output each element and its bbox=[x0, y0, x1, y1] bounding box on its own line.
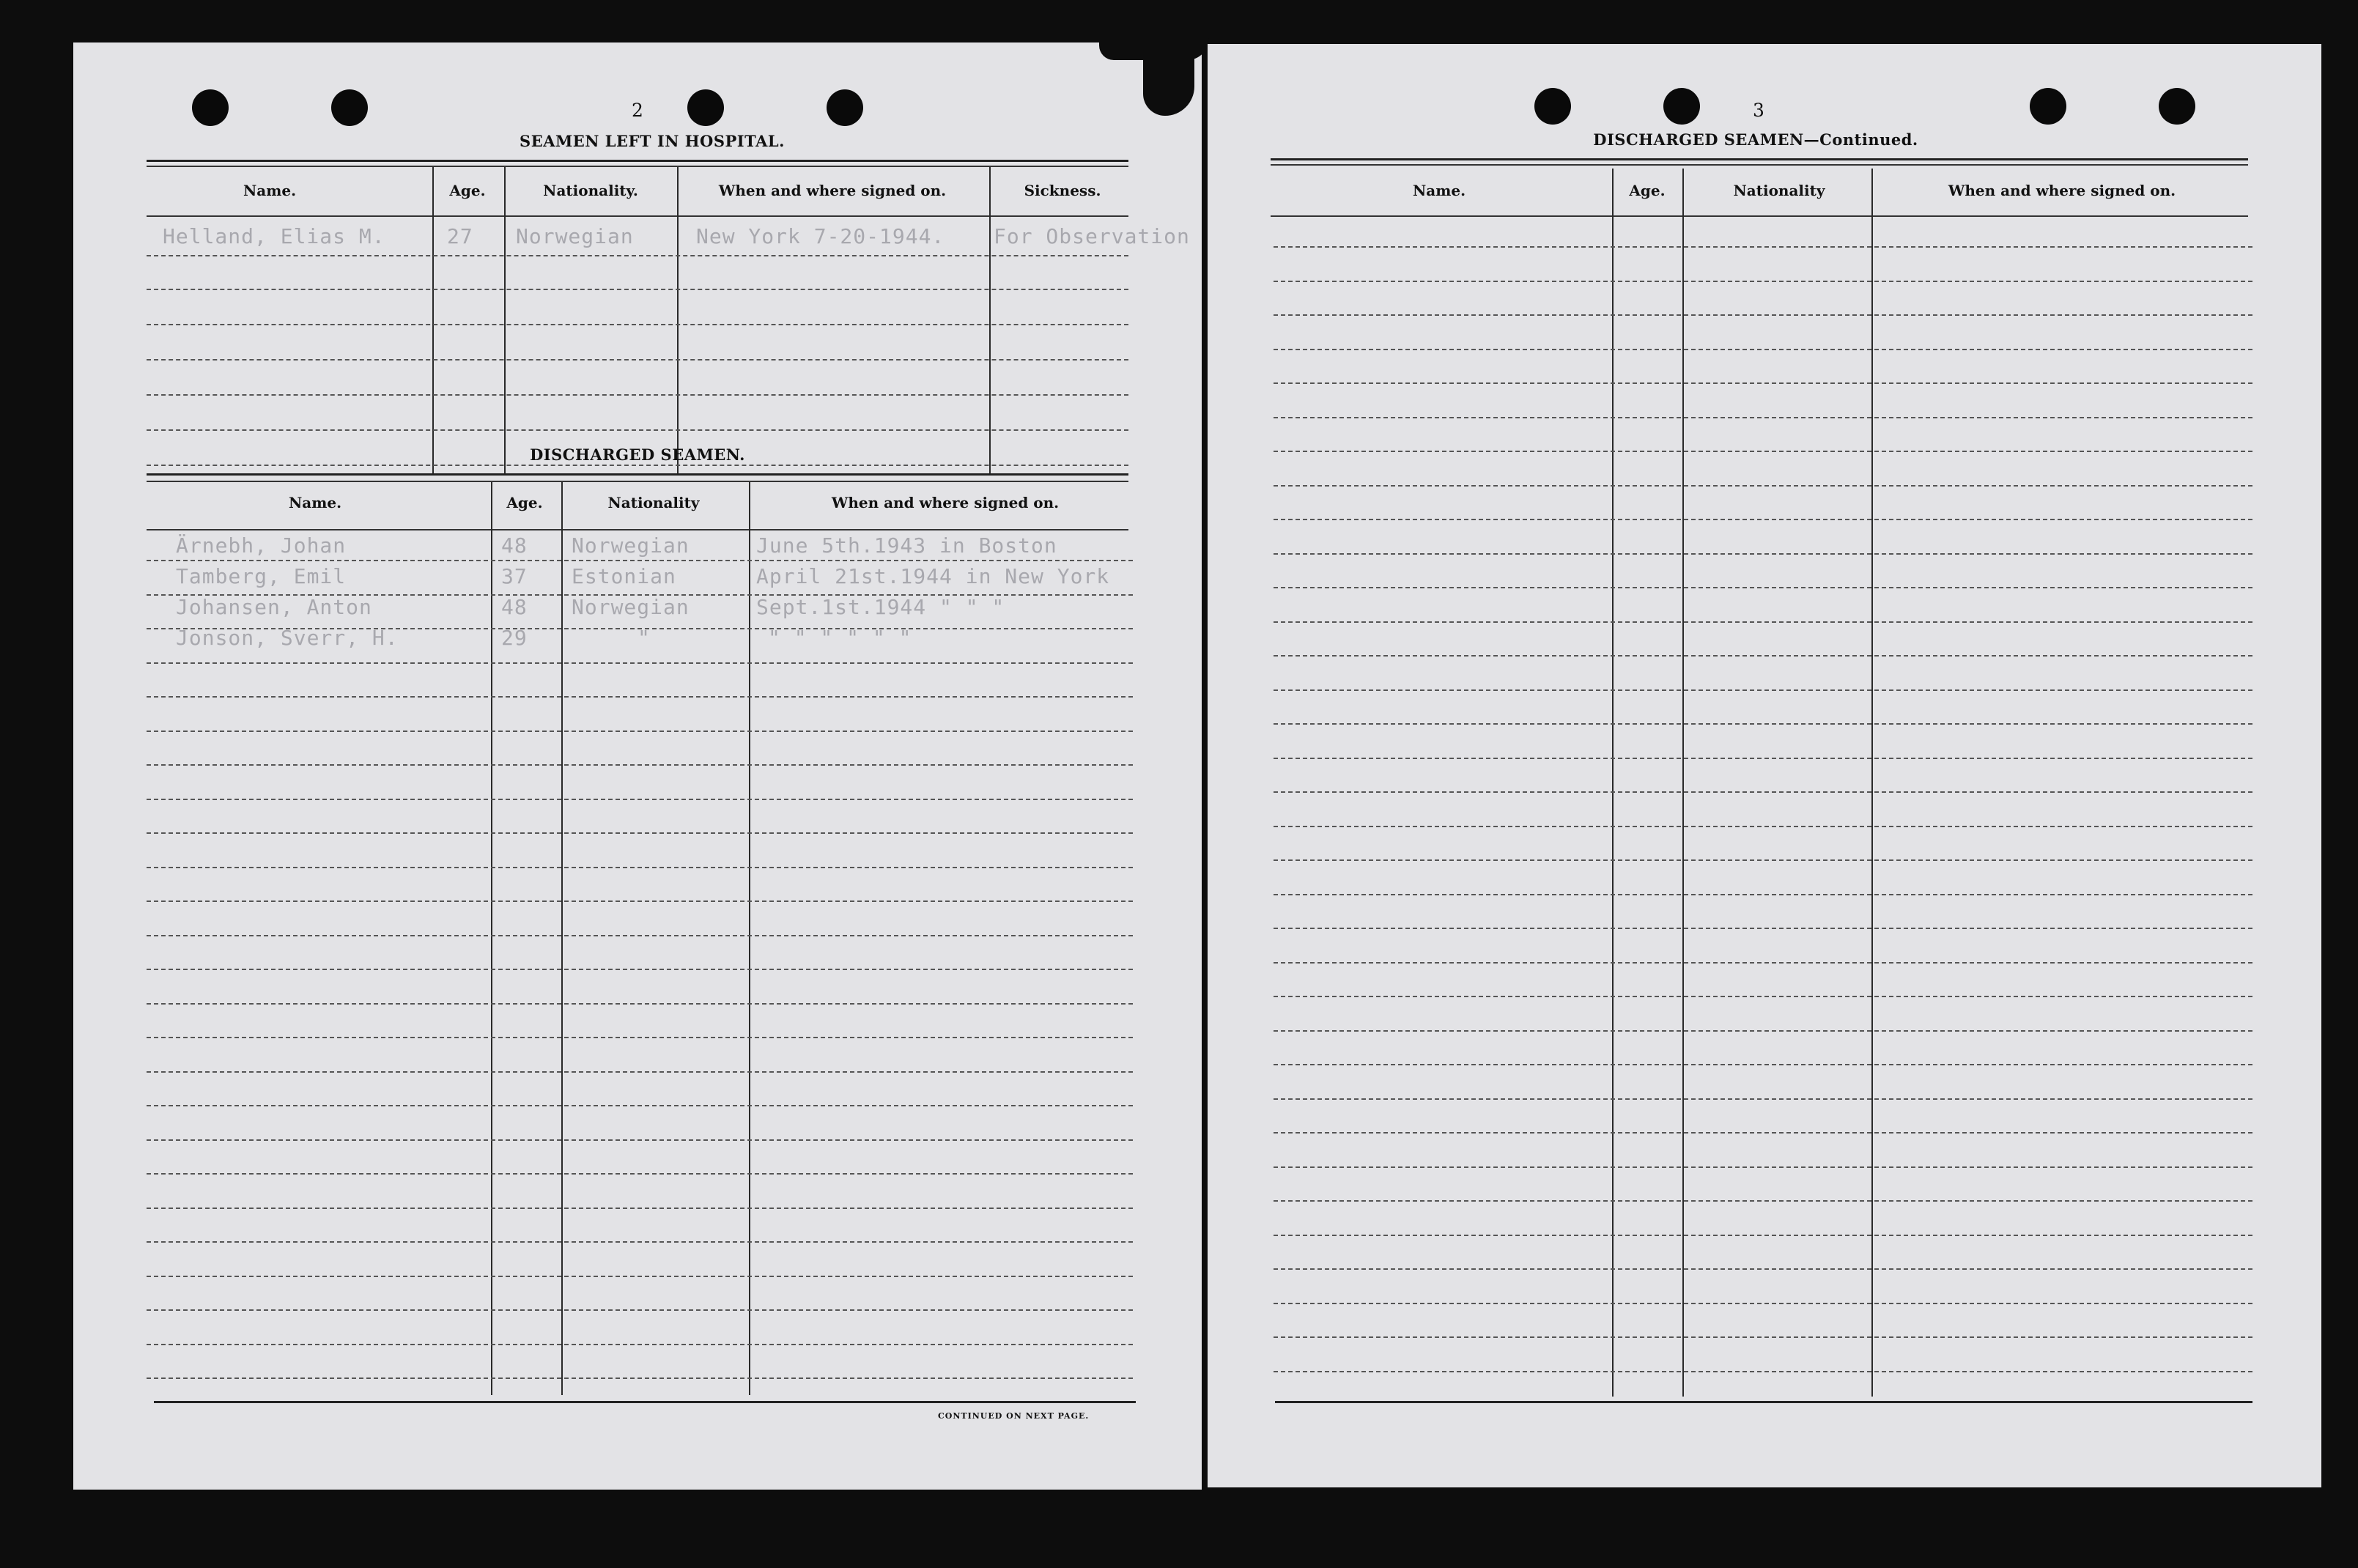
row-rule bbox=[147, 764, 1133, 766]
discharged-entry-signed-on: June 5th.1943 in Boston bbox=[756, 533, 1057, 558]
title-suffix: —Continued. bbox=[1803, 130, 1918, 149]
row-rule bbox=[147, 1071, 1133, 1073]
discharged-entry-name: Johansen, Anton bbox=[176, 595, 372, 619]
discharged-entry-nationality: Estonian bbox=[572, 564, 676, 588]
discharged-entry-nationality: Norwegian bbox=[572, 533, 690, 558]
column-divider bbox=[749, 482, 750, 1395]
hospital-entry-age: 27 bbox=[447, 224, 473, 248]
row-rule bbox=[1274, 1030, 2252, 1032]
row-rule bbox=[1274, 246, 2252, 248]
table-rule bbox=[1271, 164, 2248, 166]
row-rule bbox=[147, 1276, 1133, 1277]
row-rule bbox=[147, 901, 1133, 902]
discharged-entry-age: 48 bbox=[501, 533, 528, 558]
table-rule bbox=[147, 529, 1128, 530]
row-rule bbox=[1274, 417, 2252, 418]
discharged-continued-title bbox=[1593, 130, 1918, 149]
row-rule bbox=[147, 560, 1133, 561]
hospital-col-nationality: Nationality. bbox=[543, 182, 638, 199]
hospital-entry-nationality: Norwegian bbox=[516, 224, 634, 248]
row-rule bbox=[1274, 962, 2252, 964]
punch-hole bbox=[2030, 88, 2066, 125]
right-col-name: Name. bbox=[1412, 182, 1466, 199]
row-rule bbox=[1274, 451, 2252, 452]
row-rule bbox=[147, 1208, 1133, 1209]
table-bottom-rule bbox=[1275, 1401, 2252, 1403]
right-col-age: Age. bbox=[1629, 182, 1666, 199]
column-divider bbox=[1682, 169, 1684, 1397]
hospital-entry-sickness: For Observation bbox=[994, 224, 1190, 248]
discharged-entry-age: 29 bbox=[501, 626, 528, 650]
row-rule bbox=[1274, 758, 2252, 759]
table-rule bbox=[1271, 158, 2248, 160]
row-rule bbox=[1274, 382, 2252, 384]
row-rule bbox=[147, 662, 1133, 664]
discharged-entry-name: Ärnebh, Johan bbox=[176, 533, 347, 558]
row-rule bbox=[1274, 996, 2252, 997]
row-rule bbox=[1274, 826, 2252, 827]
row-rule bbox=[1274, 894, 2252, 895]
row-rule bbox=[1274, 1064, 2252, 1065]
right-col-signed-on: When and where signed on. bbox=[1948, 182, 2176, 199]
row-rule bbox=[147, 832, 1133, 834]
page-number: 2 bbox=[632, 100, 643, 121]
punch-hole bbox=[1534, 88, 1571, 125]
table-rule bbox=[1271, 215, 2248, 217]
row-rule bbox=[147, 1173, 1133, 1175]
row-rule bbox=[1274, 859, 2252, 861]
row-rule bbox=[1274, 1336, 2252, 1338]
discharged-entry-nationality: " bbox=[637, 626, 651, 650]
hospital-col-name: Name. bbox=[243, 182, 297, 199]
row-rule bbox=[1274, 723, 2252, 725]
discharged-entry-signed-on: April 21st.1944 in New York bbox=[756, 564, 1110, 588]
row-rule bbox=[147, 799, 1133, 800]
column-divider bbox=[1612, 169, 1614, 1397]
row-rule bbox=[147, 1037, 1133, 1038]
discharged-col-age: Age. bbox=[506, 494, 543, 511]
discharged-table bbox=[73, 42, 1202, 1490]
row-rule bbox=[147, 1105, 1133, 1106]
discharged-col-name: Name. bbox=[288, 494, 342, 511]
page-number: 3 bbox=[1753, 100, 1764, 121]
right-page bbox=[1208, 44, 2321, 1487]
continued-note: CONTINUED ON NEXT PAGE. bbox=[938, 1411, 1090, 1421]
row-rule bbox=[1274, 655, 2252, 657]
right-col-nationality: Nationality bbox=[1733, 182, 1825, 199]
row-rule bbox=[1274, 1200, 2252, 1202]
row-rule bbox=[147, 969, 1133, 970]
hospital-col-age: Age. bbox=[449, 182, 486, 199]
column-divider bbox=[1871, 169, 1873, 1397]
hospital-entry-name: Helland, Elias M. bbox=[163, 224, 385, 248]
row-rule bbox=[1274, 1166, 2252, 1168]
row-rule bbox=[147, 1309, 1133, 1311]
punch-hole bbox=[2159, 88, 2195, 125]
discharged-entry-nationality: Norwegian bbox=[572, 595, 690, 619]
table-rule bbox=[147, 481, 1128, 482]
discharged-entry-age: 37 bbox=[501, 564, 528, 588]
row-rule bbox=[147, 1377, 1133, 1379]
hospital-section-title: SEAMEN LEFT IN HOSPITAL. bbox=[520, 132, 785, 150]
discharged-col-nationality: Nationality bbox=[607, 494, 700, 511]
title-main: DISCHARGED SEAMEN bbox=[1593, 130, 1804, 149]
discharged-entry-signed-on: Sept.1st.1944 " " " bbox=[756, 595, 1005, 619]
column-divider bbox=[491, 482, 492, 1395]
row-rule bbox=[147, 867, 1133, 868]
discharged-col-signed-on: When and where signed on. bbox=[831, 494, 1060, 511]
row-rule bbox=[1274, 1268, 2252, 1270]
hospital-col-sickness: Sickness. bbox=[1024, 182, 1101, 199]
column-divider bbox=[561, 482, 563, 1395]
row-rule bbox=[1274, 314, 2252, 316]
row-rule bbox=[147, 935, 1133, 936]
row-rule bbox=[1274, 1235, 2252, 1236]
discharged-section-title: DISCHARGED SEAMEN. bbox=[530, 445, 745, 464]
discharged-entry-signed-on: " " " " " " bbox=[768, 626, 912, 650]
discharged-entry-name: Tamberg, Emil bbox=[176, 564, 347, 588]
row-rule bbox=[147, 1241, 1133, 1243]
row-rule bbox=[1274, 689, 2252, 691]
row-rule bbox=[1274, 281, 2252, 282]
row-rule bbox=[1274, 928, 2252, 929]
row-rule bbox=[1274, 587, 2252, 588]
row-rule bbox=[1274, 791, 2252, 793]
row-rule bbox=[1274, 1303, 2252, 1304]
row-rule bbox=[1274, 349, 2252, 350]
hospital-col-signed-on: When and where signed on. bbox=[718, 182, 947, 199]
row-rule bbox=[1274, 1098, 2252, 1100]
discharged-entry-name: Jonson, Sverr, H. bbox=[176, 626, 399, 650]
hospital-entry-signed-on: New York 7-20-1944. bbox=[696, 224, 945, 248]
row-rule bbox=[147, 1139, 1133, 1141]
row-rule bbox=[147, 731, 1133, 732]
row-rule bbox=[1274, 1371, 2252, 1372]
row-rule bbox=[1274, 621, 2252, 623]
row-rule bbox=[1274, 1132, 2252, 1134]
row-rule bbox=[1274, 519, 2252, 520]
row-rule bbox=[147, 1344, 1133, 1345]
row-rule bbox=[1274, 485, 2252, 487]
table-bottom-rule bbox=[154, 1401, 1136, 1403]
row-rule bbox=[147, 696, 1133, 698]
punch-hole bbox=[1663, 88, 1700, 125]
row-rule bbox=[147, 1003, 1133, 1005]
row-rule bbox=[1274, 553, 2252, 555]
discharged-entry-age: 48 bbox=[501, 595, 528, 619]
